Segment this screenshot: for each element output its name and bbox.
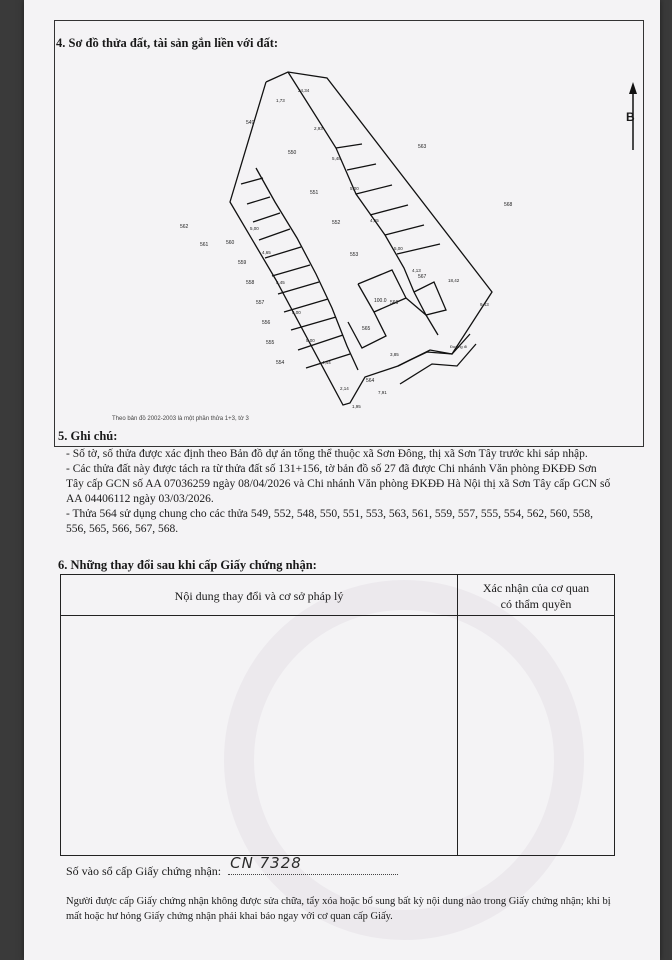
map-caption: Theo bản đồ 2002-2003 là một phần thửa 1+3, tờ 3: [112, 416, 249, 422]
table-divider-horizontal: [61, 615, 614, 616]
north-letter: B: [626, 110, 635, 124]
parcel-label-554: 554: [276, 360, 285, 366]
note-item: - Số tờ, số thửa được xác định theo Bản đồ dự án tổng thể thuộc xã Sơn Đông, thị xã Sơn Tây trước khi sáp nhập.: [66, 448, 588, 460]
footer-note: Người được cấp Giấy chứng nhận không được sửa chữa, tẩy xóa hoặc bổ sung bất kỳ nội dung nào trong Giấy chứng nhận; khi bị mất hoặc hư hỏng Giấy chứng nhận phải khai báo ngay với cơ quan cấp Giấy.: [66, 896, 611, 922]
parcel-label-565: 565: [362, 326, 371, 332]
svg-text:5,45: 5,45: [276, 280, 285, 285]
parcel-label-555: 555: [266, 340, 275, 346]
parcel-area-label: 100.0: [374, 298, 387, 304]
notes-block: [66, 447, 614, 537]
parcel-label-550: 550: [288, 150, 297, 156]
registry-value: CN 7328: [230, 854, 302, 872]
registry-line: [66, 854, 398, 879]
parcel-label-549: 549: [246, 120, 255, 126]
column-header-content: Nội dung thay đổi và cơ sở pháp lý: [174, 589, 344, 603]
road-label: Đường đi: [450, 344, 467, 349]
svg-text:4,44: 4,44: [322, 360, 331, 365]
parcel-label-567: 567: [418, 274, 427, 280]
registry-label: Số vào sổ cấp Giấy chứng nhận:: [66, 864, 222, 878]
parcel-label-566: 566: [390, 300, 399, 306]
note-item: - Thửa 564 sử dụng chung cho các thửa 549, 552, 548, 550, 551, 553, 563, 561, 559, 557, 555, 554, 562, 560, 558, 556, 565, 566, 567, 568.: [66, 508, 593, 535]
parcel-label-560: 560: [226, 240, 235, 246]
svg-text:5,00: 5,00: [250, 226, 259, 231]
section5-title: 5. Ghi chú:: [58, 429, 118, 443]
changes-table: [60, 574, 615, 856]
svg-text:5,48: 5,48: [332, 156, 341, 161]
parcel-label-558: 558: [246, 280, 255, 286]
svg-text:9,43: 9,43: [480, 302, 489, 307]
column-header-confirmation-line2: có thẩm quyền: [500, 597, 572, 611]
parcel-label-556: 556: [262, 320, 271, 326]
svg-text:18,42: 18,42: [448, 278, 460, 283]
svg-text:24,34: 24,34: [298, 88, 310, 93]
svg-text:4,13: 4,13: [412, 268, 421, 273]
parcel-label-559: 559: [238, 260, 247, 266]
svg-text:5,00: 5,00: [306, 338, 315, 343]
section6-title: 6. Những thay đổi sau khi cấp Giấy chứng nhận:: [58, 558, 317, 572]
svg-text:2,93: 2,93: [314, 126, 323, 131]
svg-text:1,95: 1,95: [352, 404, 361, 409]
parcel-label-563: 563: [418, 144, 427, 150]
svg-text:5,00: 5,00: [350, 186, 359, 191]
registry-value-field: [228, 854, 398, 875]
parcel-label-562: 562: [180, 224, 189, 230]
parcel-label-552: 552: [332, 220, 341, 226]
svg-text:1,73: 1,73: [276, 98, 285, 103]
svg-text:5,00: 5,00: [292, 310, 301, 315]
svg-text:4,65: 4,65: [370, 218, 379, 223]
note-item: - Các thửa đất này được tách ra từ thửa đất số 131+156, tờ bản đồ số 27 đã được Chi nhánh Văn phòng ĐKĐĐ Sơn Tây cấp GCN số AA 07036259 ngày 08/04/2026 và Chi nhánh Văn phòng ĐKĐĐ Hà Nội thị xã Sơn Tây cấp GCN số AA 04406112 ngày 03/03/2026.: [66, 463, 611, 505]
parcel-label-561: 561: [200, 242, 209, 248]
svg-text:7,91: 7,91: [378, 390, 387, 395]
north-arrow: [626, 82, 640, 152]
table-divider-vertical: [457, 575, 458, 855]
parcel-label-551: 551: [310, 190, 319, 196]
column-header-confirmation: [461, 580, 611, 612]
parcel-label-564: 564: [366, 378, 375, 384]
svg-text:5,00: 5,00: [394, 246, 403, 251]
svg-text:3,85: 3,85: [390, 352, 399, 357]
section4-title: 4. Sơ đồ thửa đất, tài sản gắn liền với đất:: [56, 36, 279, 50]
cadastral-map: [100, 60, 540, 430]
svg-text:4,65: 4,65: [262, 250, 271, 255]
parcel-label-557: 557: [256, 300, 265, 306]
column-header-confirmation-line1: Xác nhận của cơ quan: [482, 581, 590, 595]
parcel-label-568: 568: [504, 202, 513, 208]
svg-text:2,14: 2,14: [340, 386, 349, 391]
parcel-label-553: 553: [350, 252, 359, 258]
